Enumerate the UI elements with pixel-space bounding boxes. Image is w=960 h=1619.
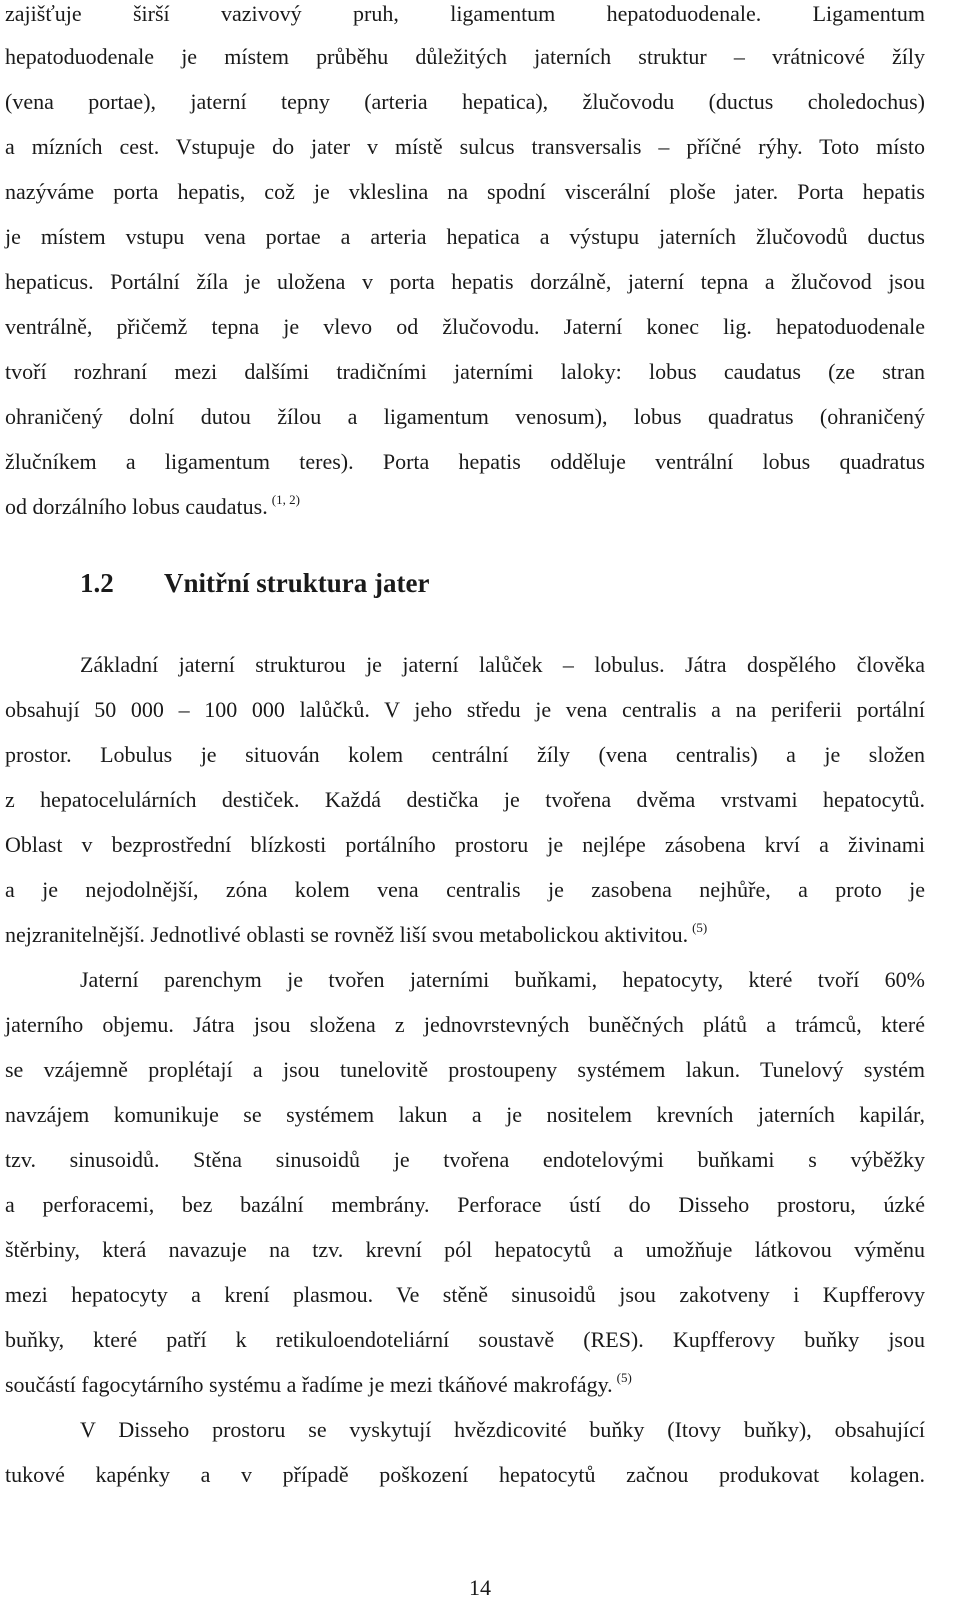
section-title: Vnitřní struktura jater [164,568,430,598]
paragraph-1-last-line [5,493,925,521]
paragraph-1-line: ventrálně, přičemž tepna je vlevo od žlučovodu. Jaterní konec lig. hepatoduodenale [5,314,925,339]
citation-reference: (5) [692,920,708,935]
paragraph-1-line-text: od dorzálního lobus caudatus. [5,494,268,519]
page-number: 14 [469,1575,491,1600]
paragraph-3-line: štěrbiny, která navazuje na tzv. krevní pól hepatocytů a umožňuje látkovou výměnu [5,1237,925,1262]
paragraph-3-line: Jaterní parenchym je tvořen jaterními buňkami, hepatocyty, které tvoří 60% [80,967,925,992]
paragraph-3-last-line [5,1371,925,1399]
paragraph-1-line: ohraničený dolní dutou žílou a ligamentum venosum), lobus quadratus (ohraničený [5,404,925,429]
paragraph-1-line: žlučníkem a ligamentum teres). Porta hepatis odděluje ventrální lobus quadratus [5,449,925,474]
paragraph-1-line: a mízních cest. Vstupuje do jater v místě sulcus transversalis – příčné rýhy. Toto místo [5,134,925,159]
paragraph-1-line: (vena portae), jaterní tepny (arteria hepatica), žlučovodu (ductus choledochus) [5,89,925,114]
citation-reference: (1, 2) [271,492,300,507]
paragraph-1-line: zajišťuje širší vazivový pruh, ligamentum hepatoduodenale. Ligamentum [5,1,925,26]
paragraph-1-line: je místem vstupu vena portae a arteria hepatica a výstupu jaterních žlučovodů ductus [5,224,925,249]
section-number: 1.2 [80,568,114,598]
paragraph-3-line: se vzájemně proplétají a jsou tunelovitě prostoupeny systémem lakun. Tunelový systém [5,1057,925,1082]
paragraph-2-line: Oblast v bezprostřední blízkosti portálního prostoru je nejlépe zásobena krví a živinami [5,832,925,857]
paragraph-2-line: Základní jaterní strukturou je jaterní lalůček – lobulus. Játra dospělého člověka [80,652,925,677]
paragraph-3-line-text: součástí fagocytárního systému a řadíme je mezi tkáňové makrofágy. [5,1372,613,1397]
paragraph-2-line: prostor. Lobulus je situován kolem centrální žíly (vena centralis) a je složen [5,742,925,767]
paragraph-4-line: V Disseho prostoru se vyskytují hvězdicovité buňky (Itovy buňky), obsahující [80,1417,925,1442]
paragraph-2-last-line [5,921,925,949]
paragraph-2-line: obsahují 50 000 – 100 000 lalůčků. V jeho středu je vena centralis a na periferii portální [5,697,925,722]
paragraph-3-line: tzv. sinusoidů. Stěna sinusoidů je tvořena endotelovými buňkami s výběžky [5,1147,925,1172]
paragraph-1-line: nazýváme porta hepatis, což je vkleslina na spodní viscerální ploše jater. Porta hepatis [5,179,925,204]
paragraph-4-line: tukové kapénky a v případě poškození hepatocytů začnou produkovat kolagen. [5,1462,925,1487]
paragraph-1-line: hepatoduodenale je místem průběhu důležitých jaterních struktur – vrátnicové žíly [5,44,925,69]
paragraph-3-line: mezi hepatocyty a krení plasmou. Ve stěně sinusoidů jsou zakotveny i Kupfferovy [5,1282,925,1307]
paragraph-3-line: navzájem komunikuje se systémem lakun a je nositelem krevních jaterních kapilár, [5,1102,925,1127]
citation-reference: (5) [616,1370,632,1385]
paragraph-3-line: a perforacemi, bez bazální membrány. Perforace ústí do Disseho prostoru, úzké [5,1192,925,1217]
paragraph-2-line: z hepatocelulárních destiček. Každá destička je tvořena dvěma vrstvami hepatocytů. [5,787,925,812]
paragraph-1-line: hepaticus. Portální žíla je uložena v porta hepatis dorzálně, jaterní tepna a žlučovod jsou [5,269,925,294]
paragraph-3-line: buňky, které patří k retikuloendoteliární soustavě (RES). Kupfferovy buňky jsou [5,1327,925,1352]
paragraph-2-line-text: nejzranitelnější. Jednotlivé oblasti se rovněž liší svou metabolickou aktivitou. [5,922,689,947]
paragraph-1-line: tvoří rozhraní mezi dalšími tradičními jaterními laloky: lobus caudatus (ze stran [5,359,925,384]
section-heading [80,566,429,600]
paragraph-2-line: a je nejodolnější, zóna kolem vena centralis je zasobena nejhůře, a proto je [5,877,925,902]
paragraph-3-line: jaterního objemu. Játra jsou složena z jednovrstevných buněčných plátů a trámců, které [5,1012,925,1037]
